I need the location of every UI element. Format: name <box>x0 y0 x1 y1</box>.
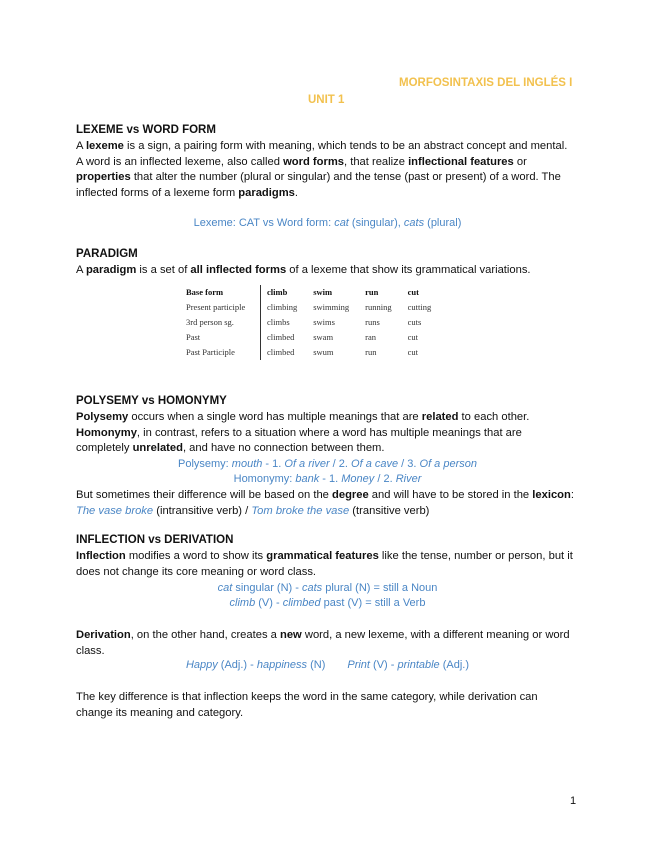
inflection-paragraph: Inflection modifies a word to show its grammatical features like the tense, number or person, but it does not change its core meaning or word class. <box>76 550 573 578</box>
section-heading-polysemy: POLYSEMY vs HOMONYMY <box>76 395 227 407</box>
section-heading-paradigm: PARADIGM <box>76 248 138 260</box>
table-row: Past Participle climbed swum run cut <box>180 345 441 360</box>
paradigm-table <box>180 285 442 360</box>
page-number: 1 <box>570 795 577 807</box>
derivation-example: Happy (Adj.) - happiness (N) Print (V) - printable (Adj.) <box>185 659 470 671</box>
unit-title: UNIT 1 <box>308 94 345 106</box>
table-row: Base form climb swim run cut <box>180 285 441 300</box>
derivation-paragraph: Derivation, on the other hand, creates a new word, a new lexeme, with a different meaning or word class. <box>76 629 570 657</box>
table-row: 3rd person sg. climbs swims runs cuts <box>180 315 441 330</box>
degree-paragraph: But sometimes their difference will be based on the degree and will have to be stored in the lexicon: The vase broke (intransitive verb) / Tom broke the vase (transitive verb) <box>76 489 574 517</box>
table-row: Past climbed swam ran cut <box>180 330 441 345</box>
homonymy-example: Homonymy: bank - 1. Money / 2. River <box>233 473 422 485</box>
table-row: Present participle climbing swimming running cutting <box>180 300 441 315</box>
inflection-example-2: climb (V) - climbed past (V) = still a Verb <box>229 597 426 609</box>
inflection-example-1: cat singular (N) - cats plural (N) = still a Noun <box>217 582 438 594</box>
section-heading-lexeme: LEXEME vs WORD FORM <box>76 124 216 136</box>
paradigm-table-image <box>180 285 442 360</box>
paradigm-paragraph: A paradigm is a set of all inflected forms of a lexeme that show its grammatical variations. <box>76 264 531 276</box>
polysemy-paragraph: Polysemy occurs when a single word has multiple meanings that are related to each other. Homonymy, in contrast, refers to a situation where a word has multiple meanings that are completely unrelated, and have no connection between them. <box>76 411 530 454</box>
lexeme-paragraph: A lexeme is a sign, a pairing form with meaning, which tends to be an abstract concept and mental. A word is an inflected lexeme, also called word forms, that realize inflectional features or properties that alter the number (plural or singular) and the tense (past or present) of a word. The inflected forms of a lexeme form paradigms. <box>76 140 568 199</box>
section-heading-inflection: INFLECTION vs DERIVATION <box>76 534 234 546</box>
lexeme-example: Lexeme: CAT vs Word form: cat (singular), cats (plural) <box>193 217 462 229</box>
key-difference-paragraph: The key difference is that inflection keeps the word in the same category, while derivation can change its meaning and category. <box>76 691 538 719</box>
course-title: MORFOSINTAXIS DEL INGLÉS I <box>399 77 573 89</box>
polysemy-example: Polysemy: mouth - 1. Of a river / 2. Of a cave / 3. Of a person <box>178 458 477 470</box>
